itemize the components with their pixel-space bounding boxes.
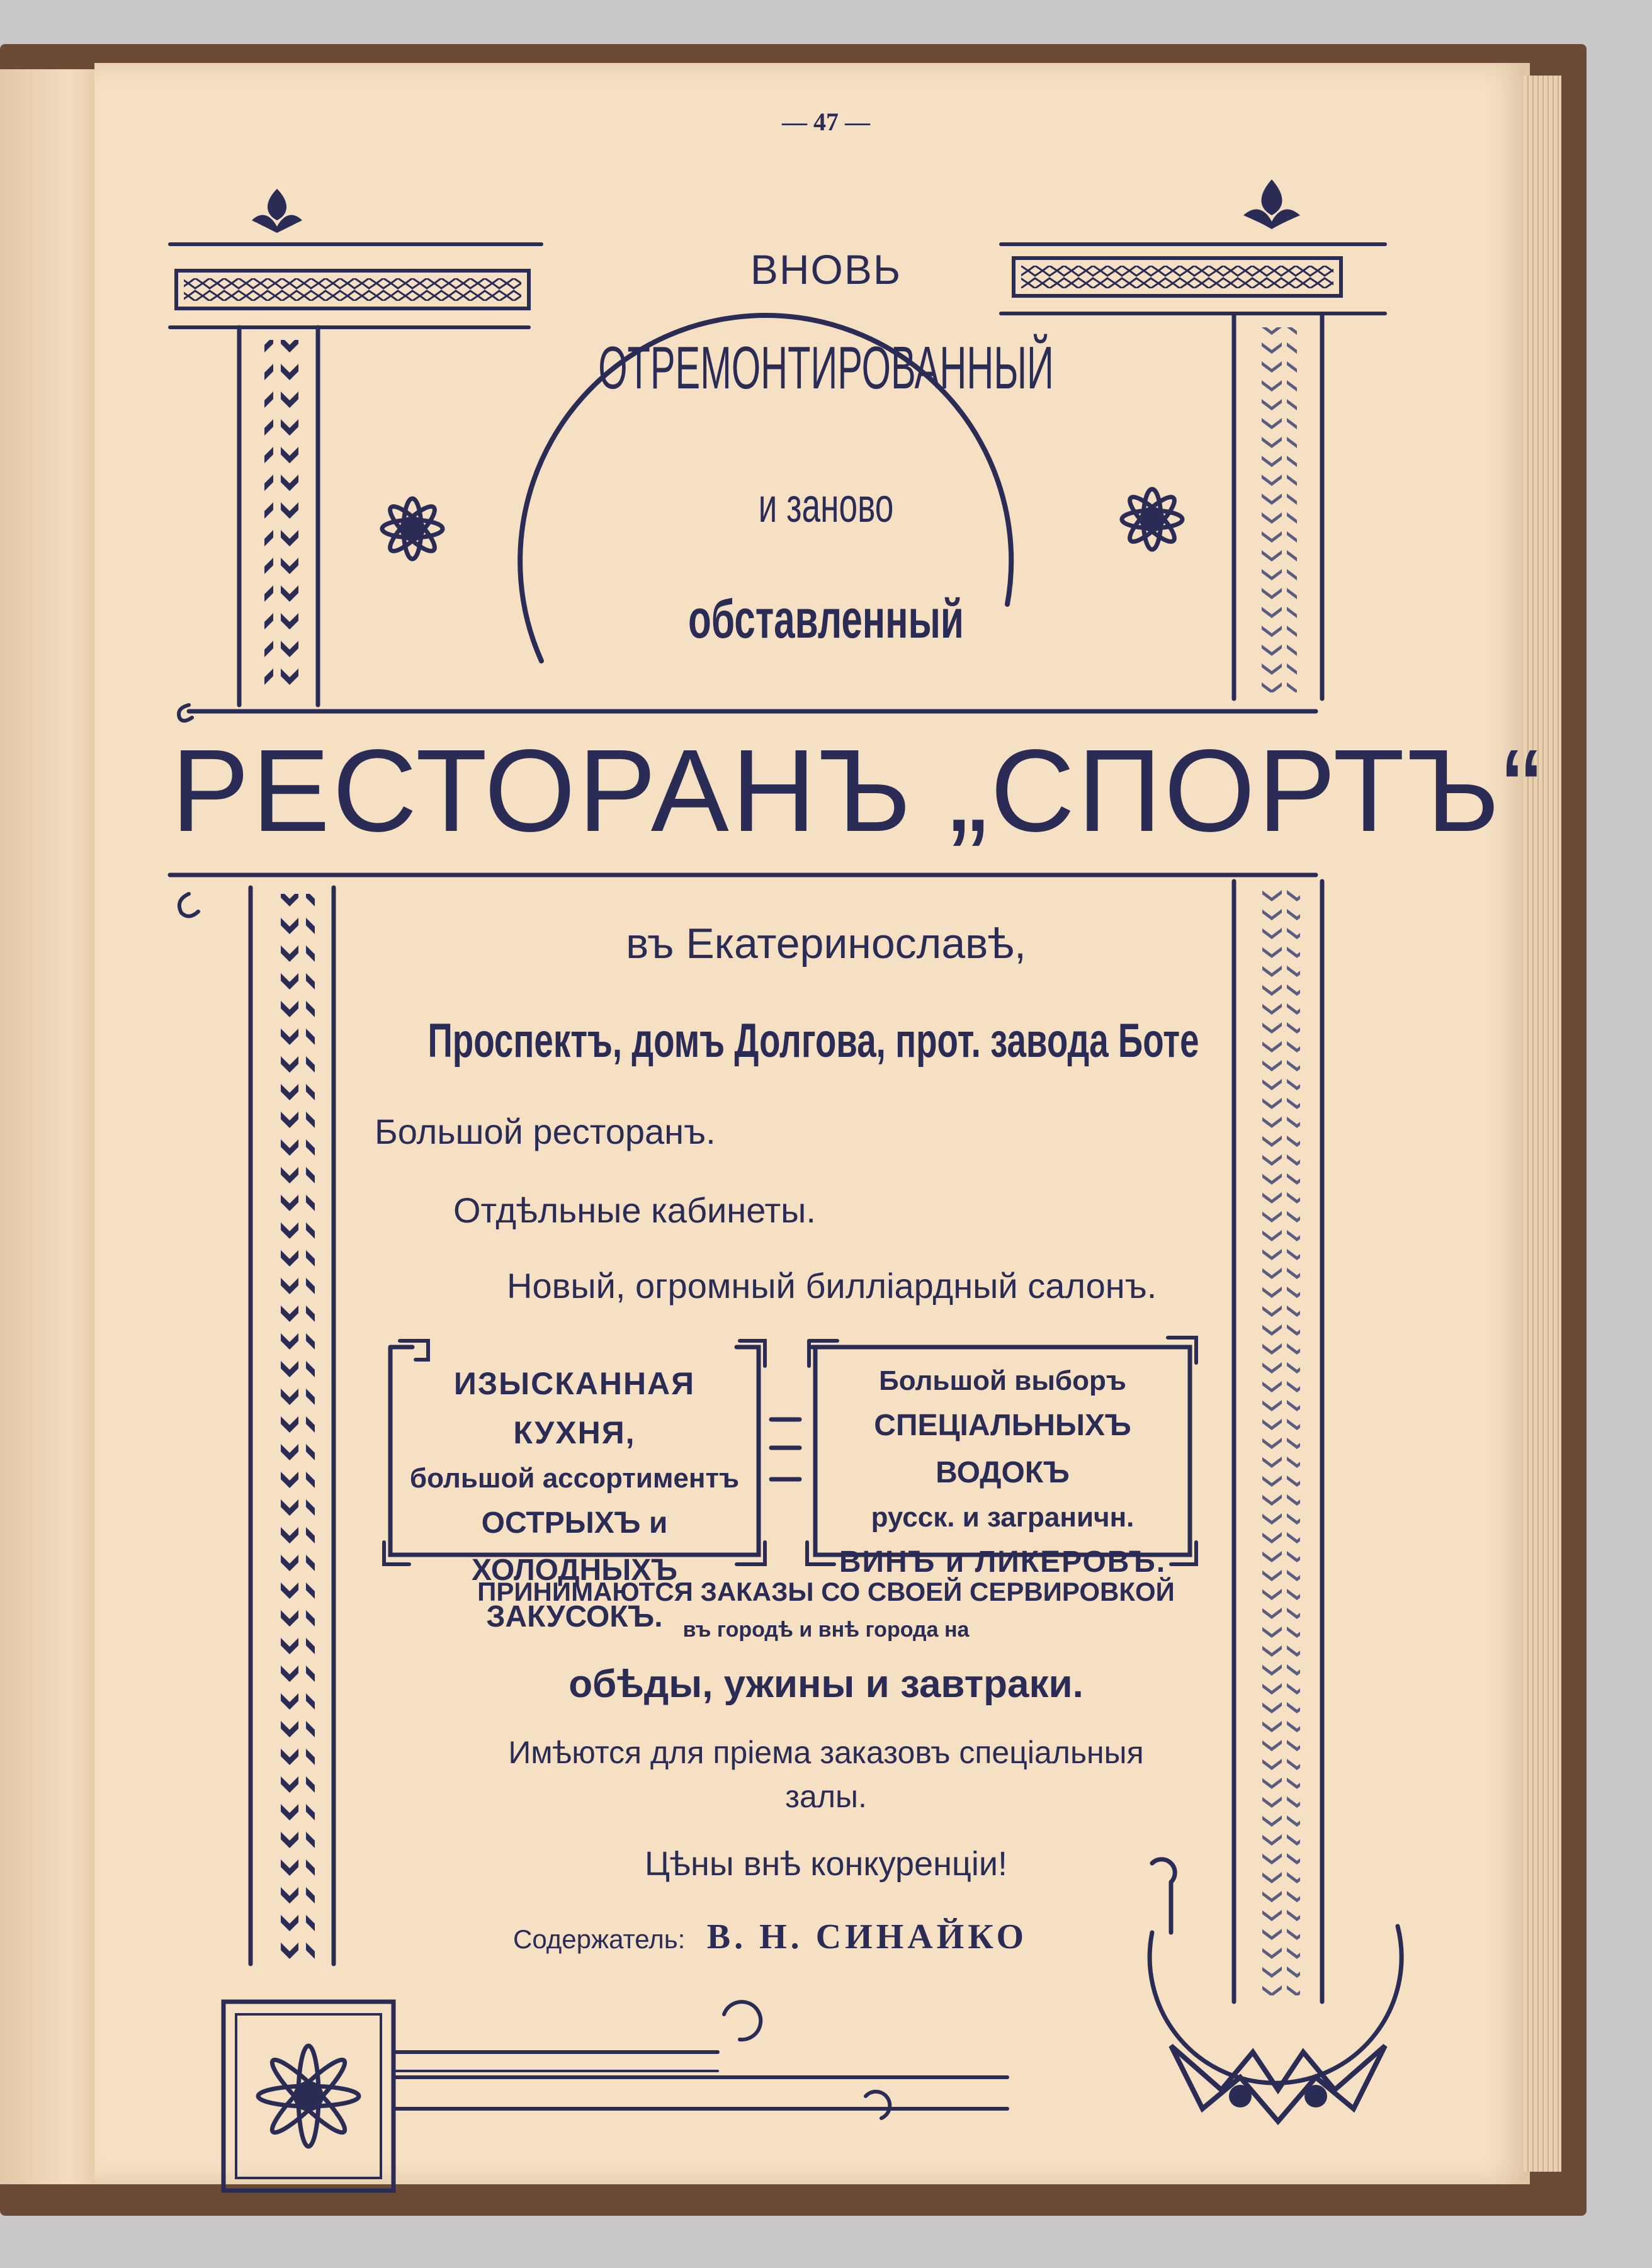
- box-right-line-1: Большой выборъ: [879, 1365, 1126, 1396]
- box-left-line-1: ИЗЫСКАННАЯ КУХНЯ,: [453, 1366, 696, 1450]
- flower-icon-bottom: [258, 2046, 359, 2147]
- owner-name: В. Н. СИНАЙКО: [706, 1917, 1028, 1956]
- restaurant-title: РЕСТОРАНЪ „СПОРТЪ“: [171, 726, 1544, 856]
- owner-line: [513, 1917, 1027, 1957]
- halls-line-2: залы.: [785, 1779, 867, 1814]
- feature-3: Новый, огромный билліардный салонъ.: [507, 1266, 1157, 1306]
- box-right-line-2: СПЕЦІАЛЬНЫХЪ ВОДОКЪ: [874, 1409, 1131, 1489]
- address-line: Проспектъ, домъ Долгова, прот. завода Боте: [427, 1014, 1199, 1068]
- feature-2: Отдѣльные кабинеты.: [453, 1190, 816, 1230]
- city-line: въ Екатеринославѣ,: [626, 920, 1026, 968]
- orders-line-1: ПРИНИМАЮТСЯ ЗАКАЗЫ СО СВОЕЙ СЕРВИРОВКОЙ: [477, 1577, 1175, 1606]
- meals-line: обѣды, ужины и завтраки.: [569, 1662, 1083, 1706]
- box-right-line-3: русск. и заграничн.: [871, 1501, 1134, 1533]
- box-left-line-2: большой ассортиментъ: [409, 1463, 740, 1494]
- header-line-4: обставленный: [688, 589, 964, 650]
- halls-line-1: Имѣются для пріема заказовъ спеціальныя: [508, 1735, 1144, 1770]
- box-left-line-4: ЗАКУСОКЪ.: [486, 1599, 663, 1633]
- fleur-icon-left: [252, 189, 302, 233]
- orders-line-2: въ городѣ и внѣ города на: [682, 1618, 970, 1642]
- prices-line: Цѣны внѣ конкуренціи!: [645, 1845, 1007, 1883]
- header-line-2: ОТРЕМОНТИРОВАННЫЙ: [598, 334, 1054, 402]
- box-right: [815, 1360, 1190, 1586]
- page-number: — 47 —: [782, 108, 870, 136]
- fleur-icon-right: [1243, 179, 1300, 229]
- owner-label: Содержатель:: [513, 1924, 686, 1954]
- header-line-1: ВНОВЬ: [750, 246, 902, 293]
- box-left-line-3: ОСТРЫХЪ и ХОЛОДНЫХЪ: [472, 1506, 677, 1587]
- box-right-line-4: ВИНЪ и ЛИКЕРОВЪ.: [839, 1545, 1167, 1579]
- header-line-3: и заново: [758, 479, 894, 533]
- feature-1: Большой ресторанъ.: [375, 1112, 716, 1151]
